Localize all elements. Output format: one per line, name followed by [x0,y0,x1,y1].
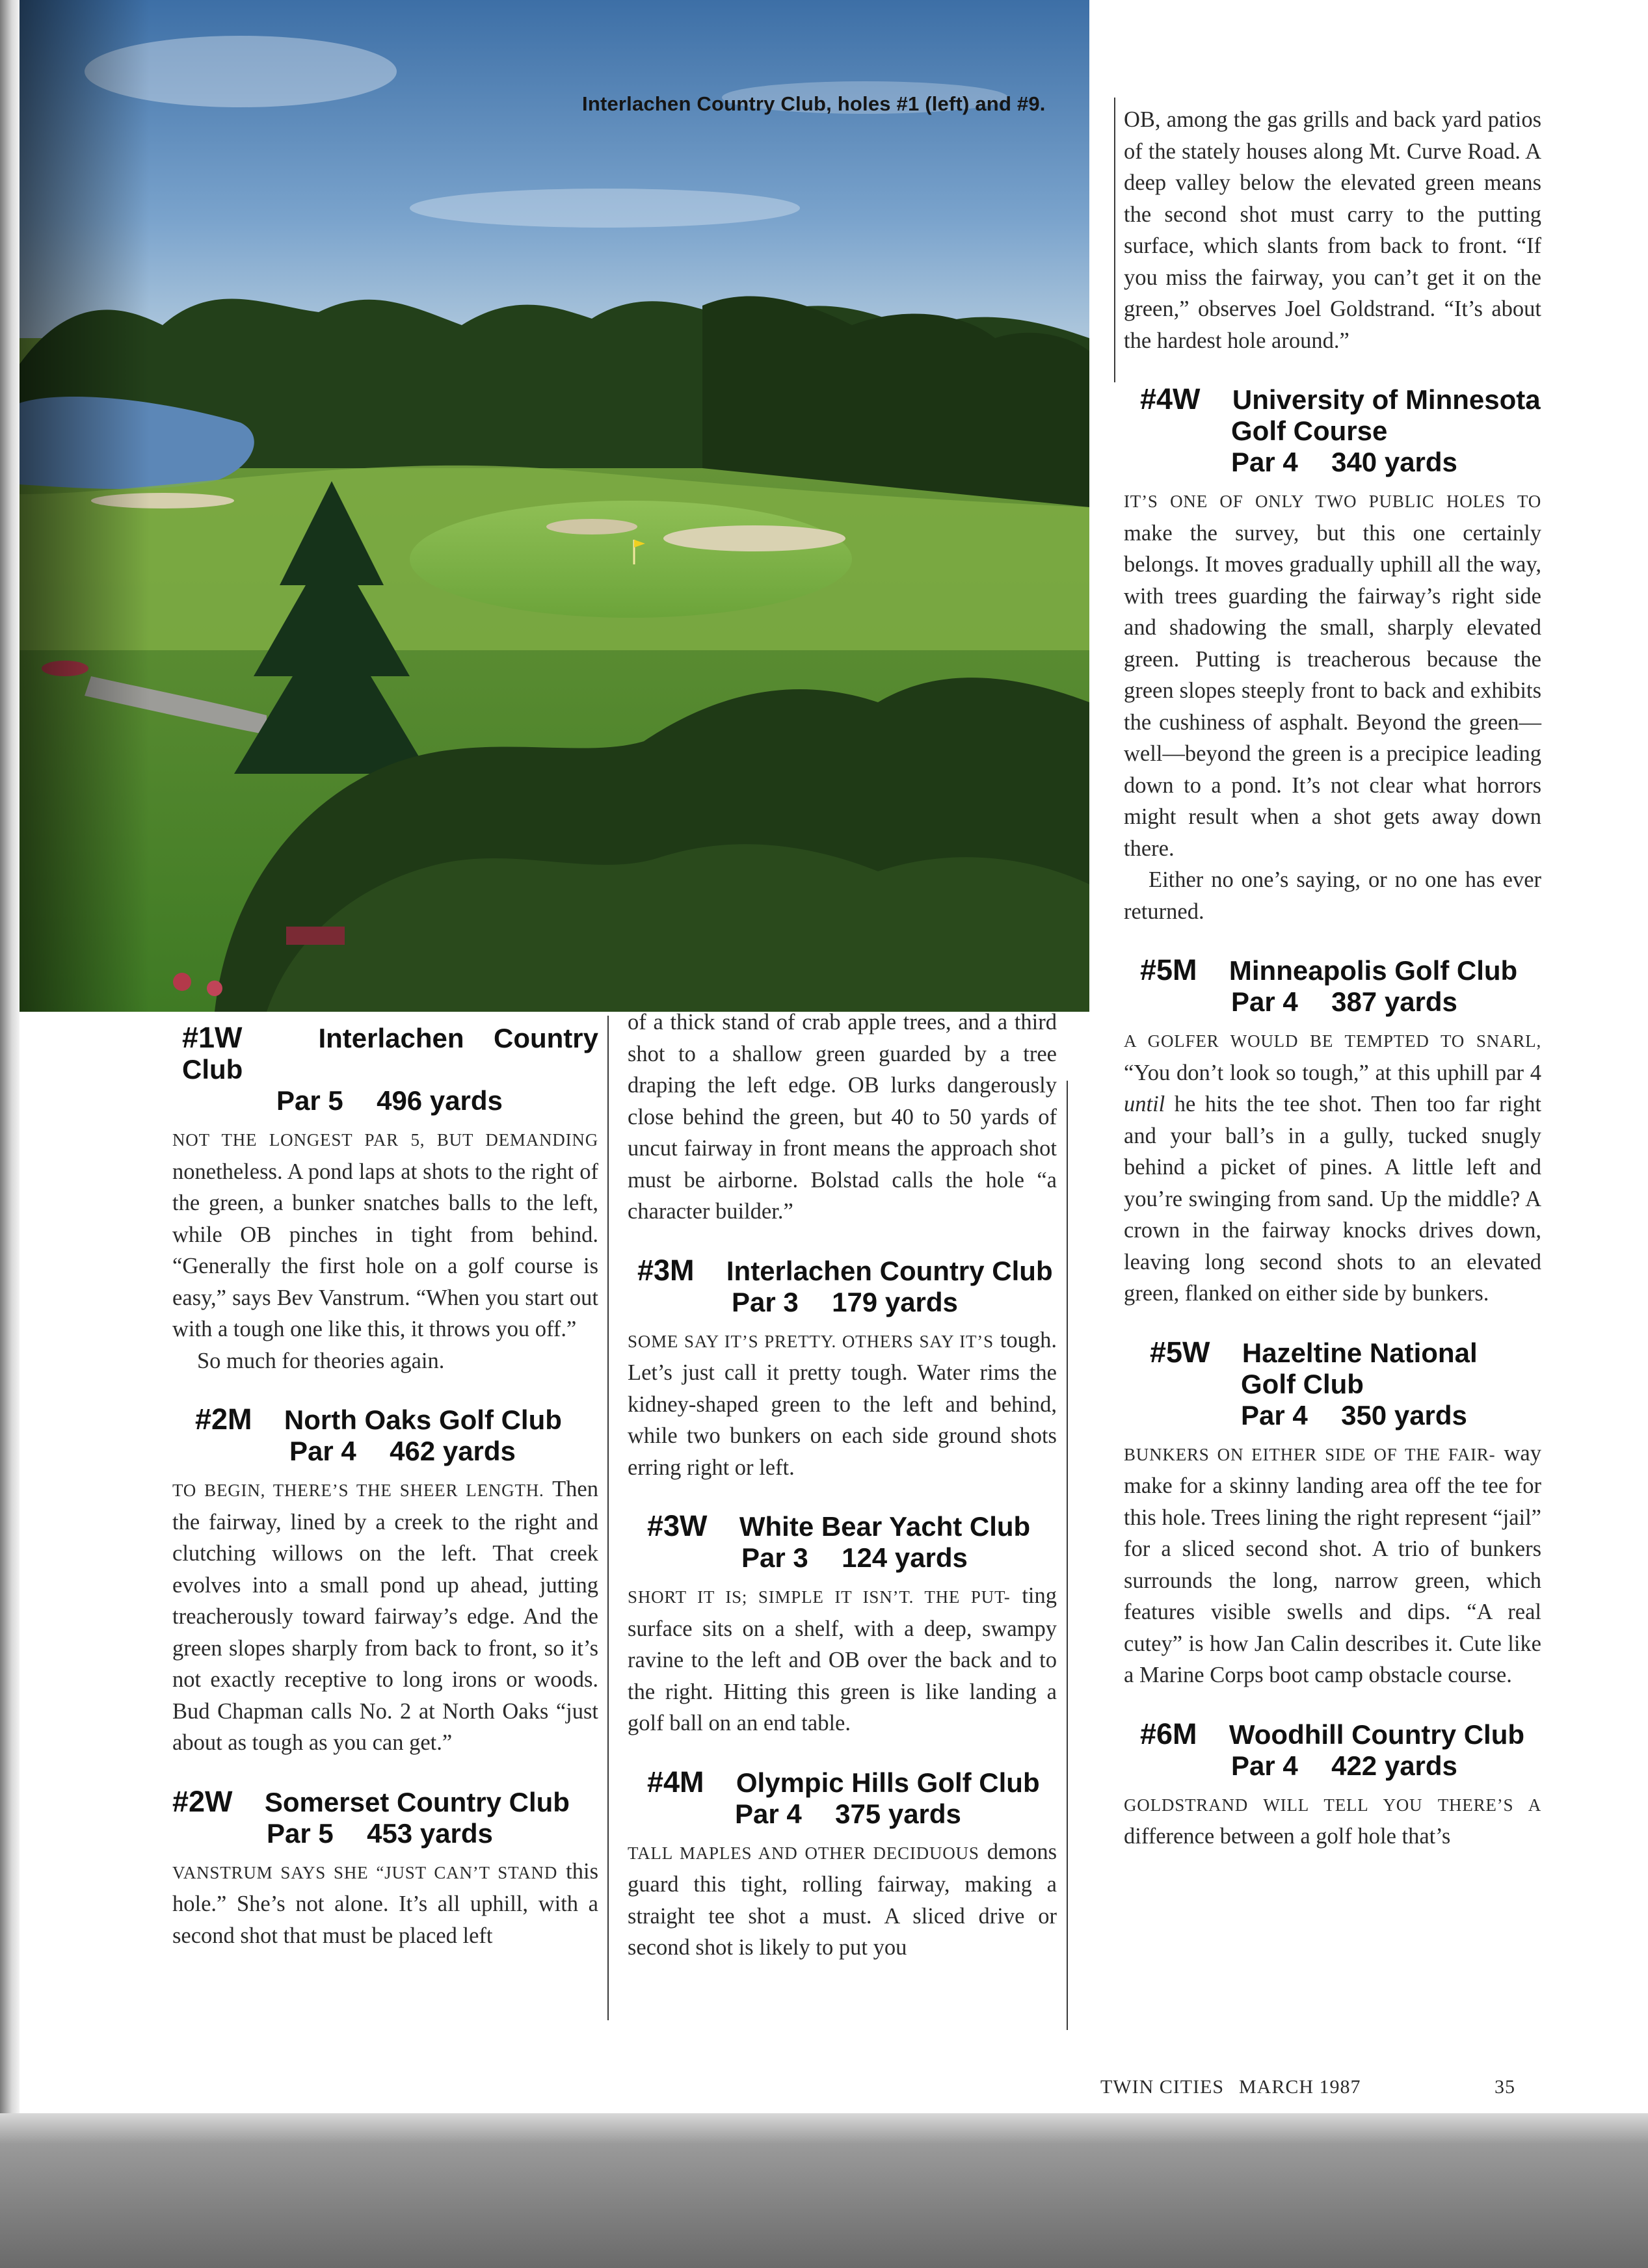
entry-3w-heading [628,1510,1057,1574]
entry-4w-yards: 340 yards [1331,447,1457,477]
entry-3m-yards: 179 yards [832,1286,958,1317]
entry-6m-text: difference between a golf hole that’s [1124,1824,1451,1849]
entry-2m-course: North Oaks Golf Club [284,1404,562,1435]
entry-5m-heading [1124,955,1541,1018]
clubhouse-roof [286,927,345,945]
entry-6m-yards: 422 yards [1331,1750,1457,1781]
golf-course-illustration [20,0,1089,1012]
entry-2w-heading [172,1786,598,1849]
entry-2m-text: Then the fairway, lined by a creek to the right and clutching willows on the left. That creek evolves into a small pond up ahead, jutting treacherously toward fairway’s edge. And the green slopes sharply from back to front, so it’s not exactly receptive to long irons or woods. Bud Chapman calls No. 2 at North Oaks “just about as tough as you can get.” [172,1477,598,1755]
entry-4m-number: #4M [647,1765,704,1799]
entry-3m-par: Par 3 [732,1286,799,1317]
entry-5w-yards: 350 yards [1341,1399,1467,1431]
entry-5m-text-a: “You don’t look so tough,” at this uphill par 4 [1124,1060,1541,1085]
photo-caption: Interlachen Country Club, holes #1 (left) and #9. [582,92,1046,115]
entry-5m-text-emphasis: until [1124,1092,1165,1116]
entry-4w-number: #4W [1140,382,1201,415]
entry-5w-lead: BUNKERS ON EITHER SIDE OF THE FAIR- [1124,1444,1496,1464]
putting-green [410,501,852,618]
entry-3w-course: White Bear Yacht Club [739,1511,1031,1542]
middle-continued-text: of a thick stand of crab apple trees, and a third shot to a shallow green guarded by a tree draping the left edge. OB lurks dangerously close behind the green, but 40 to 50 yards of uncut fairway in front means the approach shot must be airborne. Bolstad calls the hole “a character builder.” [628,1010,1057,1224]
entry-4m-lead: TALL MAPLES AND OTHER DECIDUOUS [628,1843,979,1863]
entry-3m-lead: SOME SAY IT’S PRETTY. OTHERS SAY IT’S [628,1331,994,1351]
right-continued-text: OB, among the gas grills and back yard patios of the stately houses along Mt. Curve Road. A deep valley below the elevated green means the second shot must carry to the putting surface, which slants from back to front. “If you miss the fairway, you can’t get it on the green,” observes Joel Goldstrand. “It’s about the hardest hole around.” [1124,107,1541,353]
entry-1w-lead: NOT THE LONGEST PAR 5, BUT DEMANDING [172,1130,598,1150]
entry-4w-par: Par 4 [1231,447,1298,477]
entry-1w-heading [172,1022,598,1116]
golf-course-photo [20,0,1089,1012]
entry-2w-yards: 453 yards [367,1817,493,1849]
entry-3m-heading [628,1255,1057,1318]
entry-4w-course-line1: University of Minnesota [1232,384,1541,415]
left-column [172,1022,598,1951]
entry-2w-lead: VANSTRUM SAYS SHE “JUST CAN’T STAND [172,1862,558,1882]
entry-1w-par: Par 5 [276,1085,343,1116]
entry-4w-text: make the survey, but this one certainly belongs. It moves gradually uphill all the way, with trees guarding the fairway’s right side and shadowing the small, sharply elevated green. Putting is treacherous because the green slopes steeply front to back and exhibits the cushiness of asphalt. Beyond the green—well—beyond the green is a precipice leading down to a pond. It’s not clear what horrors might result when a shot gets away down there. [1124,520,1541,861]
footer-date: MARCH 1987 [1239,2076,1361,2098]
entry-2m-lead: TO BEGIN, THERE’S THE SHEER LENGTH. [172,1481,544,1500]
entry-1w-course: Interlachen Country Club [182,1023,598,1085]
column-rule-1 [607,1016,609,2020]
entry-4w-course-line2: Golf Course [1231,415,1388,446]
entry-4w-heading [1124,384,1541,478]
entry-4m-text: demons guard this tight, rolling fairway, making a straight tee shot a must. A sliced drive or second shot is likely to put you [628,1839,1057,1960]
entry-3m-course: Interlachen Country Club [726,1255,1053,1286]
entry-4m-heading [628,1767,1057,1830]
entry-1w-yards: 496 yards [377,1085,503,1116]
entry-1w-text2: So much for theories again. [197,1348,445,1373]
entry-5m-yards: 387 yards [1331,986,1457,1017]
entry-3m-number: #3M [637,1253,695,1287]
entry-2m-yards: 462 yards [390,1436,516,1466]
entry-4w-text2: Either no one’s saying, or no one has ever returned. [1124,867,1541,924]
entry-2w-number: #2W [172,1784,233,1818]
entry-5m-lead: A GOLFER WOULD BE TEMPTED TO SNARL, [1124,1031,1541,1051]
middle-column [628,1007,1057,1964]
entry-2w-text: this hole.” She’s not alone. It’s all uphill, with a second shot that must be placed left [172,1858,599,1948]
right-column [1124,104,1541,1853]
entry-2w-par: Par 5 [267,1817,334,1849]
entry-3w-par: Par 3 [741,1542,808,1573]
page-number: 35 [1495,2076,1515,2098]
entry-3w-text: ting surface sits on a shelf, with a deep, swampy ravine to the left and OB over the back and to the right. Hitting this green is like landing a golf ball on an end table. [628,1583,1057,1735]
entry-4m-par: Par 4 [735,1798,802,1829]
entry-6m-number: #6M [1140,1717,1197,1750]
entry-5m-text-b: he hits the tee shot. Then too far right and your ball’s in a gully, tucked snugly behind a picket of pines. A little left and you’re swinging from sand. Up the middle? A crown in the fairway knocks drives down, leaving long second shots to an elevated green, flanked on either side by bunkers. [1124,1092,1541,1306]
entry-5w-number: #5W [1150,1335,1210,1369]
entry-4m-yards: 375 yards [835,1798,961,1829]
entry-2m-heading [172,1404,598,1467]
entry-3w-lead: SHORT IT IS; SIMPLE IT ISN’T. THE PUT- [628,1587,1011,1607]
entry-4m-course: Olympic Hills Golf Club [736,1767,1040,1798]
entry-4w-lead: IT’S ONE OF ONLY TWO PUBLIC HOLES TO [1124,492,1541,511]
bunker [663,525,845,551]
entry-6m-heading [1124,1719,1541,1782]
footer-publication: TWIN CITIES [1100,2076,1225,2098]
column-rule-2 [1067,1081,1068,2030]
entry-1w-text: nonetheless. A pond laps at shots to the right of the green, a bunker snatches balls to the left, while OB pinches in tight from behind. “Generally the first hole on a golf course is easy,” says Bev Vanstrum. “When you start out with a tough one like this, it throws you off.” [172,1159,598,1341]
entry-5m-course: Minneapolis Golf Club [1229,955,1518,986]
entry-1w-number: #1W [182,1021,243,1054]
entry-6m-course: Woodhill Country Club [1229,1719,1525,1750]
entry-3w-number: #3W [647,1509,708,1542]
entry-2w-course: Somerset Country Club [264,1786,570,1817]
entry-6m-par: Par 4 [1231,1750,1298,1781]
entry-5w-course-line2: Golf Club [1241,1368,1364,1399]
scan-bottom-shadow [0,2113,1648,2268]
entry-5w-course-line1: Hazeltine National [1242,1337,1478,1368]
entry-3m-text: tough. Let’s just call it pretty tough. Water rims the kidney-shaped green to the left and behind, while two bunkers on each side ground shots erring right or left. [628,1327,1057,1480]
entry-2m-number: #2M [195,1403,252,1436]
entry-6m-lead: GOLDSTRAND WILL TELL YOU THERE’S A [1124,1795,1541,1815]
entry-5w-heading [1124,1337,1541,1431]
page-binding-shadow [0,0,20,2268]
entry-5m-number: #5M [1140,953,1197,986]
entry-2m-par: Par 4 [289,1436,356,1466]
entry-5w-text: way make for a skinny landing area off the tee for this hole. Trees lining the right represent “jail” for a sliced second shot. A trio of bunkers surrounds the long, narrow green, which features visible swells and dips. “A real cutey” is how Jan Calin describes it. Cute like a Marine Corps boot camp obstacle course. [1124,1440,1541,1687]
column-rule-top [1114,98,1115,382]
entry-5m-par: Par 4 [1231,986,1298,1017]
entry-3w-yards: 124 yards [842,1542,968,1573]
entry-5w-par: Par 4 [1241,1399,1308,1431]
